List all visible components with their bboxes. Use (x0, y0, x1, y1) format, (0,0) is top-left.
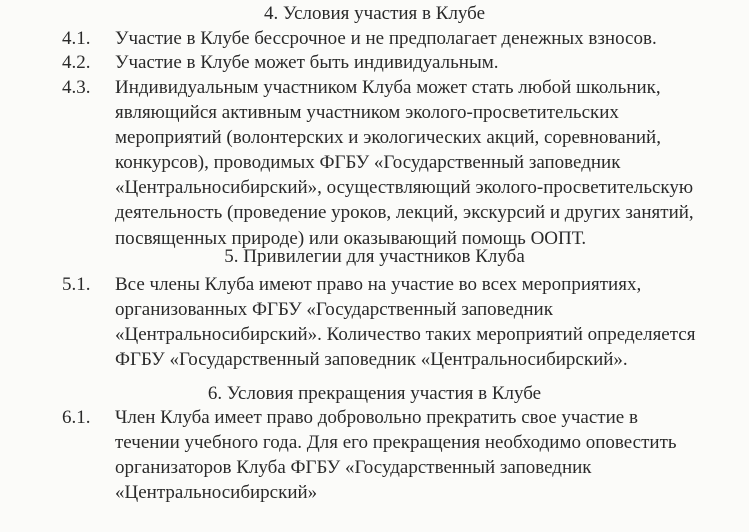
item-4-3-number: 4.3. (62, 77, 91, 98)
item-6-1-line: Член Клуба имеет право добровольно прекратить свое участие в (115, 407, 638, 428)
item-4-3-line: Индивидуальным участником Клуба может стать любой школьник, (115, 77, 661, 98)
item-4-3-text (115, 75, 740, 251)
item-4-3-line: «Центральносибирский», осуществляющий эколого-просветительскую (115, 177, 694, 199)
section-4-heading: 4. Условия участия в Клубе (263, 3, 486, 24)
item-4-3-line: являющийся активным участником эколого-просветительских (115, 102, 619, 124)
item-6-1-line: «Центральносибирский» (115, 482, 318, 504)
item-4-1-text (115, 26, 740, 51)
item-5-1-line: ФГБУ «Государственный заповедник «Центральносибирский». (115, 349, 628, 371)
item-5-1-number: 5.1. (62, 274, 91, 295)
item-5-1-line: Все члены Клуба имеют право на участие во всех мероприятиях, (115, 274, 642, 295)
item-4-3-line: конкурсов), проводимых ФГБУ «Государственный заповедник (115, 152, 621, 174)
item-6-1-number: 6.1. (62, 407, 91, 428)
item-6-1-line: течении учебного года. Для его прекращения необходимо оповестить (115, 432, 677, 454)
item-4-3-line: посвященных природе) или оказывающий помощь ООПТ. (115, 227, 587, 249)
item-6-1-text (115, 405, 740, 505)
item-4-1-line: Участие в Клубе бессрочное и не предполагает денежных взносов. (115, 28, 657, 49)
item-5-1-line: организованных ФГБУ «Государственный заповедник (115, 299, 553, 321)
item-4-3-line: деятельность (проведение уроков, лекций, экскурсий и других занятий, (115, 202, 694, 224)
item-6-1-line: организаторов Клуба ФГБУ «Государственный заповедник (115, 457, 592, 479)
item-4-1-number: 4.1. (62, 28, 91, 49)
item-4-2-text (115, 50, 740, 75)
item-5-1-line: «Центральносибирский». Количество таких мероприятий определяется (115, 324, 696, 346)
section-5-heading: 5. Привилегии для участников Клуба (224, 246, 525, 267)
item-4-2-number: 4.2. (62, 52, 91, 73)
section-6-heading: 6. Условия прекращения участия в Клубе (207, 383, 542, 404)
item-4-3-line: мероприятий (волонтерских и экологических акций, соревнований, (115, 127, 661, 149)
item-5-1-text (115, 272, 740, 372)
item-4-2-line: Участие в Клубе может быть индивидуальным. (115, 52, 499, 73)
